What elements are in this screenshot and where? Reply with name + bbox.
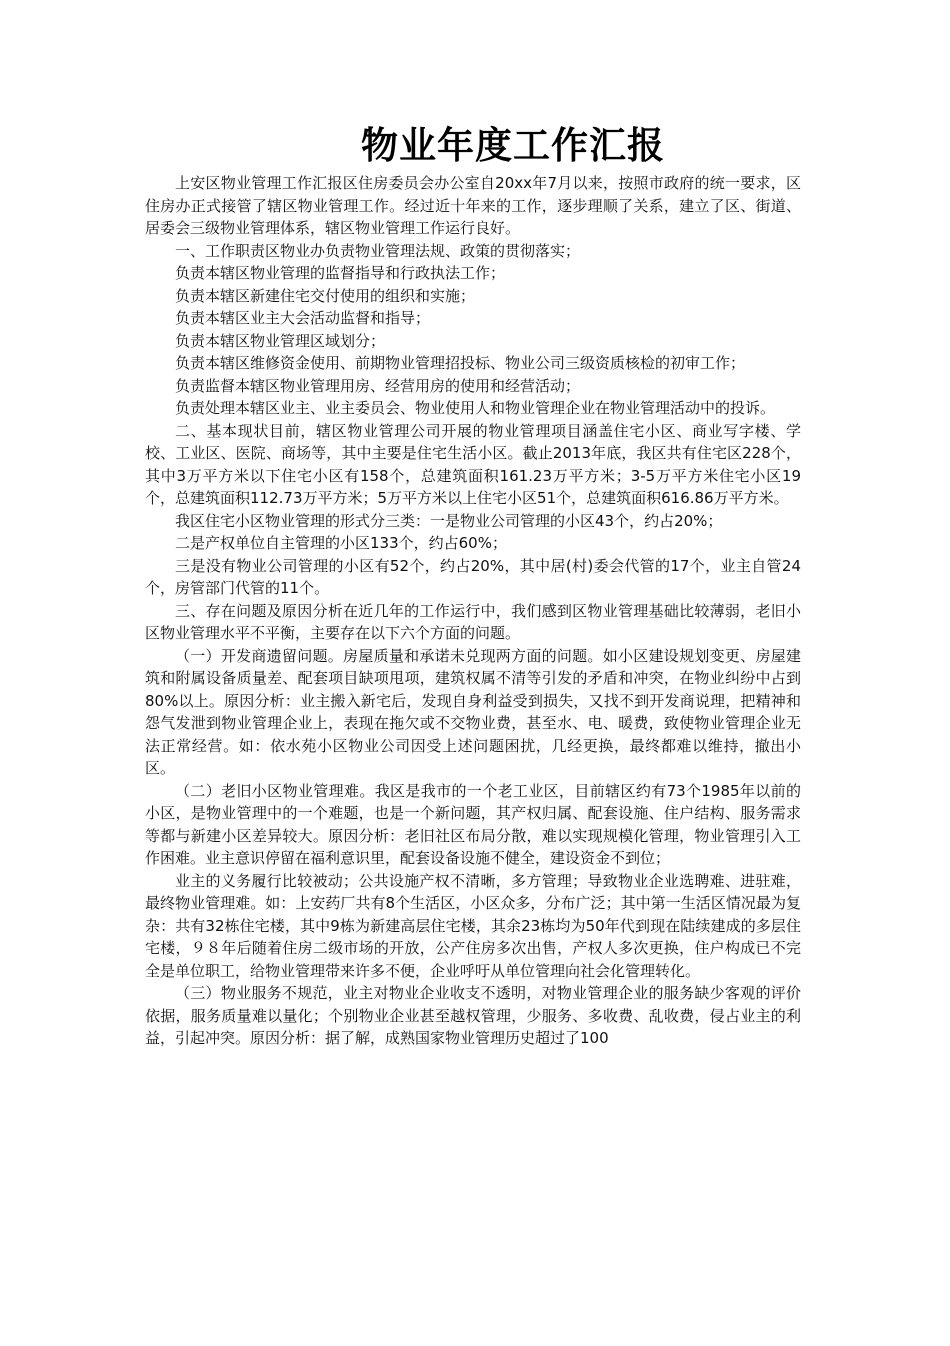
paragraph-duty-delivery: 负责本辖区新建住宅交付使用的组织和实施； <box>175 286 476 305</box>
paragraph-duty-area-division: 负责本辖区物业管理区域划分； <box>175 331 386 350</box>
paragraph-duties-heading: 一、工作职责区物业办负责物业管理法规、政策的贯彻落实； <box>175 241 581 260</box>
paragraph-duty-complaints: 负责处理本辖区业主、业主委员会、物业使用人和物业管理企业在物业管理活动中的投诉。 <box>175 399 776 417</box>
paragraph-owner-obligations: 业主的义务履行比较被动；公共设施产权不清晰，多方管理；导致物业企业选聘难、进驻难，最终物业管理难。如：上安药厂共有8个生活区，小区众多，分布广泛；其中第一生活区情况最为复杂：共有32栋住宅楼，其中9栋为新建高层住宅楼，其余23栋均为50年代到现在陆续建成的多层住宅楼，９８年后随着住房二级市场的开放，公产住房多次出售，产权人多次更换，住户构成已不完全是单位职工，给物业管理带来许多不便，企业呼吁从单位管理向社会化管理转化。 <box>145 871 801 980</box>
document-title: 物业年度工作汇报 <box>361 124 665 167</box>
paragraph-problems-heading: 三、存在问题及原因分析在近几年的工作运行中，我们感到区物业管理基础比较薄弱，老旧小区物业管理水平不平衡，主要存在以下六个方面的问题。 <box>145 601 801 642</box>
document-body <box>145 172 801 1050</box>
paragraph-management-forms: 我区住宅小区物业管理的形式分三类：一是物业公司管理的小区43个，约占20%； <box>175 511 723 530</box>
paragraph-problem-service: （三）物业服务不规范，业主对物业企业收支不透明，对物业管理企业的服务缺少客观的评价依据，服务质量难以量化；个别物业企业甚至越权管理，少服务、多收费、乱收费，侵占业主的利益，引起冲突。原因分析：据了解，成熟国家物业管理历史超过了100 <box>145 984 801 1047</box>
paragraph-self-management: 二是产权单位自主管理的小区133个，约占60%； <box>175 534 507 552</box>
paragraph-duty-housing-use: 负责监督本辖区物业管理用房、经营用房的使用和经营活动； <box>175 376 581 395</box>
paragraph-intro: 上安区物业管理工作汇报区住房委员会办公室自20xx年7月以来，按照市政府的统一要求，区住房办正式接管了辖区物业管理工作。经过近十年来的工作，逐步理顺了关系，建立了区、街道、居委会三级物业管理体系，辖区物业管理工作运行良好。 <box>145 174 801 237</box>
paragraph-duty-supervision: 负责本辖区物业管理的监督指导和行政执法工作； <box>175 264 506 282</box>
paragraph-duty-owners-assembly: 负责本辖区业主大会活动监督和指导； <box>175 309 431 327</box>
paragraph-problem-developer: （一）开发商遗留问题。房屋质量和承诺未兑现两方面的问题。如小区建设规划变更、房屋建筑和附属设备质量差、配套项目缺项甩项，建筑权属不清等引发的矛盾和冲突，在物业纠纷中占到80%以上。原因分析：业主搬入新宅后，发现自身利益受到损失，又找不到开发商说理，把精神和怨气发泄到物业管理企业上，表现在拖欠或不交物业费，甚至水、电、暖费，致使物业管理企业无法正常经营。如：依水苑小区物业公司因受上述问题困扰，几经更换，最终都难以维持，撤出小区。 <box>145 646 801 777</box>
paragraph-duty-maintenance-funds: 负责本辖区维修资金使用、前期物业管理招投标、物业公司三级资质核检的初审工作； <box>175 354 746 372</box>
paragraph-status-overview: 二、基本现状目前，辖区物业管理公司开展的物业管理项目涵盖住宅小区、商业写字楼、学校、工业区、医院、商场等，其中主要是住宅生活小区。截止2013年底，我区共有住宅区228个，其中3万平方米以下住宅小区有158个，总建筑面积161.23万平方米；3-5万平方米住宅小区19个，总建筑面积112.73万平方米；5万平方米以上住宅小区51个，总建筑面积616.86万平方米。 <box>145 421 801 507</box>
paragraph-no-company: 三是没有物业公司管理的小区有52个，约占20%，其中居(村)委会代管的17个，业主自管24个，房管部门代管的11个。 <box>145 556 801 597</box>
paragraph-problem-old-communities: （二）老旧小区物业管理难。我区是我市的一个老工业区，目前辖区约有73个1985年以前的小区，是物业管理中的一个难题，也是一个新问题，其产权归属、配套设施、住户结构、服务需求等都与新建小区差异较大。原因分析：老旧社区布局分散，难以实现规模化管理，物业管理引入工作困难。业主意识停留在福利意识里，配套设备设施不健全，建设资金不到位； <box>145 781 801 867</box>
